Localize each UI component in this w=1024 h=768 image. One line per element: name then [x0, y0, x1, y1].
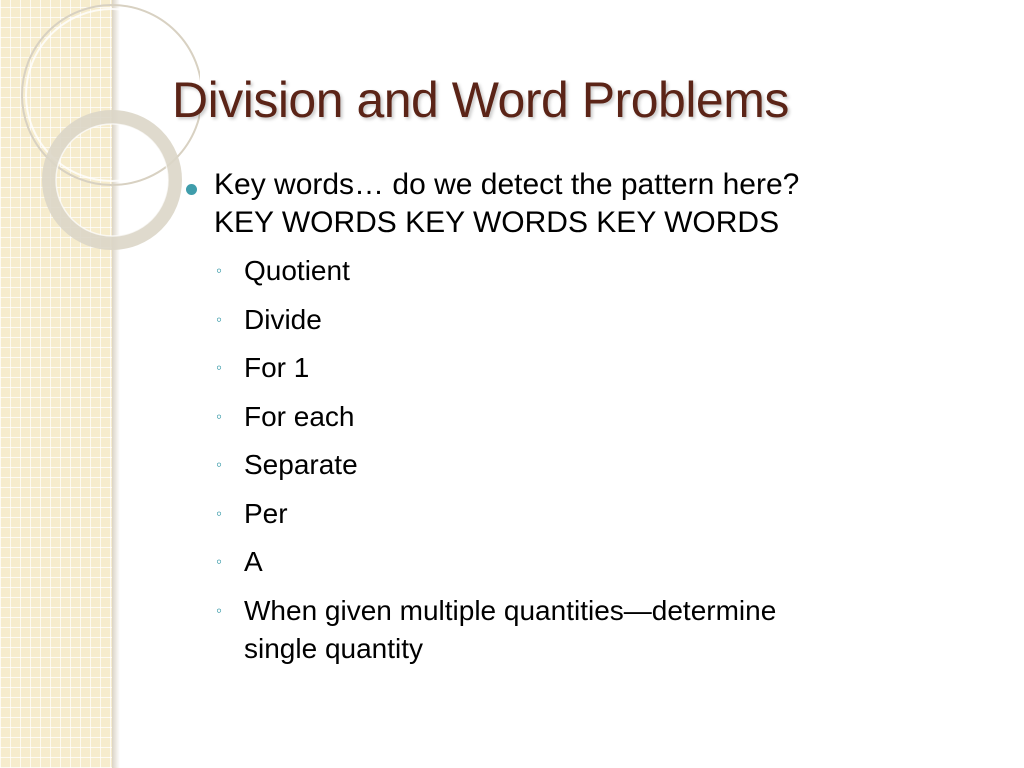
ring-bullet-icon: ◦: [216, 309, 223, 329]
ring-bullet-icon: ◦: [216, 455, 223, 474]
list-item: [216, 301, 1006, 339]
ring-bullet-icon: ◦: [216, 261, 223, 280]
list-item-line: When given multiple quantities—determine: [244, 594, 777, 626]
list-item-line: single quantity: [244, 632, 424, 664]
list-item: [216, 592, 1006, 668]
list-item-text: [244, 446, 1006, 484]
ring-bullet-icon: ◦: [216, 406, 223, 426]
list-item-text: [244, 398, 1006, 436]
main-bullet-line-2: KEY WORDS KEY WORDS KEY WORDS: [214, 206, 780, 239]
list-item-line: For 1: [244, 352, 310, 383]
list-item-line: Per: [244, 497, 288, 529]
list-item-line: For each: [244, 400, 355, 432]
ring-bullet-icon: ◦: [216, 552, 223, 571]
list-item: [216, 446, 1006, 484]
decorative-rings: [0, 0, 200, 300]
ring-bullet-icon: ◦: [216, 358, 223, 377]
list-item-text: [244, 495, 1006, 533]
list-item: [216, 398, 1006, 436]
main-bullet-text: [214, 166, 1006, 242]
ring-bullet-icon: ◦: [216, 600, 223, 620]
ring-bullet-icon: ◦: [216, 503, 223, 523]
list-item-line: Separate: [244, 449, 358, 480]
slide-content: [186, 166, 1006, 678]
list-item-text: [244, 349, 1006, 387]
list-item-line: Quotient: [244, 255, 350, 286]
list-item: [216, 349, 1006, 387]
list-item: [216, 543, 1006, 581]
list-item-text: [244, 301, 1006, 339]
key-words-list: [186, 252, 1006, 668]
list-item: [216, 252, 1006, 290]
list-item-text: [244, 252, 1006, 290]
list-item-text: [244, 543, 1006, 581]
list-item-text: [244, 592, 1006, 668]
main-bullet-line-1: Key words… do we detect the pattern here?: [214, 168, 800, 201]
bullet-dot-icon: [186, 184, 197, 195]
list-item-line: A: [244, 546, 263, 577]
list-item: [216, 495, 1006, 533]
main-bullet: [186, 166, 1006, 242]
slide-title: Division and Word Problems: [172, 72, 789, 128]
list-item-line: Divide: [244, 303, 322, 335]
